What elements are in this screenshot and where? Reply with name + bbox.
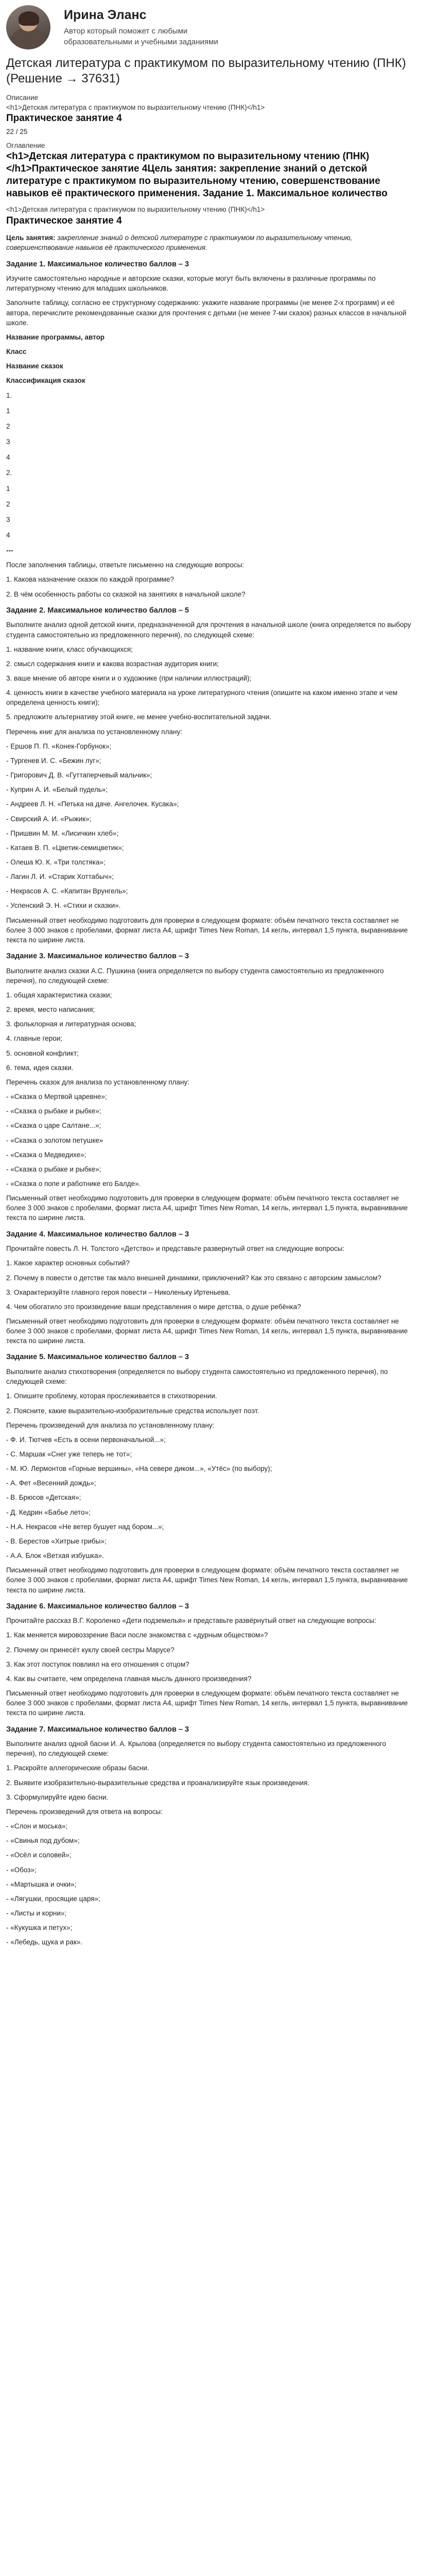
content-code-line: <h1>Детская литература с практикумом по выразительному чтению (ПНК)</h1> <box>6 206 265 214</box>
task5-heading: Задание 5. Максимальное количество баллов – 3 <box>6 1353 189 1362</box>
table-row: 2. <box>6 469 12 477</box>
list-item: 5. основной конфликт; <box>6 1049 79 1057</box>
list-item: - «Сказка о царе Салтане...»; <box>6 1122 101 1130</box>
list-item: 3. Как этот поступок повлиял на его отношения с отцом? <box>6 1660 189 1668</box>
task4-intro: Прочитайте повесть Л. Н. Толстого «Детство» и представьте развернутый ответ на следующие вопросы: <box>6 1245 345 1253</box>
task2-list-intro: Перечень книг для анализа по установленному плану: <box>6 727 182 736</box>
task1-heading: Задание 1. Максимальное количество баллов – 3 <box>6 260 189 268</box>
list-item: 2. время, место написания; <box>6 1006 95 1014</box>
list-item: - «Сказка о рыбаке и рыбке»; <box>6 1107 101 1115</box>
task3-list-intro: Перечень сказок для анализа по установленному плану: <box>6 1078 189 1086</box>
table-row: 3 <box>6 515 10 523</box>
list-item: 4. Как вы считаете, чем определена главная мысль данного произведения? <box>6 1674 252 1683</box>
list-item: 3. Охарактеризуйте главного героя повести – Николеньку Иртеньева. <box>6 1288 231 1296</box>
task1-p1: Изучите самостоятельно народные и авторские сказки, которые могут быть включены в различные программы по литературному чтению для младших школьников. <box>6 275 376 293</box>
list-item: - Куприн А. И. «Белый пудель»; <box>6 786 108 794</box>
list-item: 1. название книги, класс обучающихся; <box>6 645 133 653</box>
list-item: - «Сказка о Медведихе»; <box>6 1150 86 1159</box>
task5-list-intro: Перечень произведений для анализа по установленному плану: <box>6 1421 215 1429</box>
list-item: - Пришвин М. М. «Лисичкин хлеб»; <box>6 829 119 837</box>
list-item: - А. Фет «Весенний дождь»; <box>6 1479 96 1487</box>
goal-paragraph <box>6 233 411 252</box>
list-item: - Д. Кедрин «Бабье лето»; <box>6 1508 91 1516</box>
list-item: - Ф. И. Тютчев «Есть в осени первоначальной...»; <box>6 1435 166 1444</box>
table-row: 4 <box>6 531 10 539</box>
list-item: - Свирский А. И. «Рыжик»; <box>6 815 92 823</box>
list-item: 5. предложите альтернативу этой книге, не менее учебно-воспитательной задачи. <box>6 713 272 721</box>
list-item: - «Осёл и соловей»; <box>6 1851 72 1859</box>
table-row: 1 <box>6 484 10 493</box>
goal-label: Цель занятия: <box>6 234 56 242</box>
author-description: Автор который поможет с любыми образовательными и учебными заданиями <box>64 27 218 46</box>
list-item: - А.А. Блок «Ветхая избушка». <box>6 1552 104 1560</box>
table-row: 2 <box>6 422 10 430</box>
list-item: - «Мартышка и очки»; <box>6 1880 77 1888</box>
list-item: 2. Поясните, какие выразительно-изобразительные средства использует поэт. <box>6 1406 259 1415</box>
task6-heading: Задание 6. Максимальное количество баллов – 3 <box>6 1602 189 1611</box>
list-item: 1. Какое характер основных событий? <box>6 1259 130 1267</box>
task1-q1: 1. Какова назначение сказок по каждой программе? <box>6 575 175 584</box>
task3-intro: Выполните анализ сказки А.С. Пушкина (книга определяется по выбору студента самостоятельно из предложенного перечня), по следующей схеме: <box>6 967 384 985</box>
list-item: 4. Чем обогатило это произведение ваши представления о мире детства, о душе ребёнка? <box>6 1302 301 1311</box>
description-label: Описание <box>6 94 39 101</box>
list-item: 2. Выявите изобразительно-выразительные средства и проанализируйте язык произведения. <box>6 1778 310 1787</box>
task1-after: После заполнения таблицы, ответьте письменно на следующие вопросы: <box>6 561 245 569</box>
description-code-line: <h1>Детская литература с практикумом по выразительному чтению (ПНК)</h1> <box>6 104 265 112</box>
avatar[interactable] <box>6 5 50 49</box>
list-item: 1. Опишите проблему, которая прослеживается в стихотворении. <box>6 1392 217 1400</box>
task5-outro: Письменный ответ необходимо подготовить для проверки в следующем формате: объём печатного текста составляет не более 3 000 знаков с пробелами, формат листа А4, шрифт Times New Roman, 14 кегль, интервал 1,5 пункта, выравнивание текста по ширине листа. <box>6 1566 408 1594</box>
page-title: Детская литература с практикумом по выразительному чтению (ПНК) (Решение → 37631) <box>6 56 406 86</box>
list-item: - «Листы и корни»; <box>6 1909 67 1917</box>
task1-col-tales: Название сказок <box>6 362 63 370</box>
list-item: - М. Ю. Лермонтов «Горные вершины», «На севере диком...», «Утёс» (по выбору); <box>6 1465 272 1473</box>
list-item: 4. главные герои; <box>6 1035 63 1043</box>
task2-intro: Выполните анализ одной детской книги, предназначенной для прочтения в начальной школе (книга определяется по выбору студента самостоятельно из предложенного перечня), по следующей схеме: <box>6 621 411 639</box>
list-item: 2. Почему он принесёт куклу своей сестры Марусе? <box>6 1646 175 1654</box>
list-item: - «Сказка о попе и работнике его Балде». <box>6 1180 141 1188</box>
task1-col-classification: Классификация сказок <box>6 377 85 385</box>
task2-outro: Письменный ответ необходимо подготовить для проверки в следующем формате: объём печатного текста составляет не более 3 000 знаков с пробелами, формат листа А4, шрифт Times New Roman, 14 кегль, интервал 1,5 пункта, выравнивание текста по ширине листа. <box>6 916 408 944</box>
list-item: - Ершов П. П. «Конек-Горбунок»; <box>6 742 112 750</box>
list-item: 3. Сформулируйте идею басни. <box>6 1793 109 1801</box>
list-item: 2. Почему в повести о детстве так мало внешней динамики, приключений? Как это связано с авторским замыслом? <box>6 1274 381 1282</box>
task3-heading: Задание 3. Максимальное количество баллов – 3 <box>6 952 189 961</box>
table-row: 1 <box>6 406 10 415</box>
list-item: 1. Как меняется мировоззрение Васи после знакомства с «дурным обществом»? <box>6 1631 268 1639</box>
goal-text: закрепление знаний о детской литературе с практикумом по выразительному чтению, совершенствование навыков её практического применения. <box>6 234 353 252</box>
task6-outro: Письменный ответ необходимо подготовить для проверки в следующем формате: объём печатного текста составляет не более 3 000 знаков с пробелами, формат листа А4, шрифт Times New Roman, 14 кегль, интервал 1,5 пункта, выравнивание текста по ширине листа. <box>6 1689 408 1717</box>
task2-heading: Задание 2. Максимальное количество баллов – 5 <box>6 606 189 615</box>
list-item: - «Сказка о Мертвой царевне»; <box>6 1093 107 1101</box>
task7-intro: Выполните анализ одной басни И. А. Крылова (определяется по выбору студента самостоятельно из предложенного перечня), по следующей схеме: <box>6 1740 386 1758</box>
list-item: 6. тема, идея сказки. <box>6 1063 74 1072</box>
toc-text: <h1>Детская литература с практикумом по выразительному чтению (ПНК)</h1>Практическое занятие 4Цель занятия: закрепление знаний о детской литературе с практикумом по выразительному чтению, совершенствование навыков её практического применения. Задание 1. Максимальное количество <box>6 151 388 199</box>
list-item: - «Сказка о золотом петушке» <box>6 1136 103 1144</box>
author-info <box>64 5 249 47</box>
practice-heading: Практическое занятие 4 <box>6 113 122 124</box>
list-item: - Катаев В. П. «Цветик-семицветик»; <box>6 843 124 852</box>
task5-intro: Выполните анализ стихотворения (определяется по выбору студента самостоятельно из предложенного перечня), по следующей схеме: <box>6 1368 388 1386</box>
list-item: - Тургенев И. С. «Бежин луг»; <box>6 756 101 765</box>
list-item: 3. ваше мнение об авторе книги и о художнике (при наличии иллюстраций); <box>6 674 252 682</box>
list-item: - В. Брюсов «Детская»; <box>6 1494 81 1502</box>
list-item: - «Свинья под дубом»; <box>6 1837 80 1845</box>
author-card[interactable] <box>6 0 411 49</box>
list-item: - «Обоз»; <box>6 1866 37 1874</box>
task1-col-program: Название программы, автор <box>6 333 105 341</box>
list-item: - Успенский Э. Н. «Стихи и сказки». <box>6 902 121 910</box>
task1-p2: Заполните таблицу, согласно ее структурному содержанию: укажите название программы (не менее 2-х программ) и её автора, перечислите рекомендованные сказки для прочтения с детьми (не менее 7-ми сказок) разных классов в начальной школе. <box>6 299 407 327</box>
table-row: 4 <box>6 453 10 462</box>
list-item: 1. общая характеристика сказки; <box>6 991 112 999</box>
list-item: - Некрасов А. С. «Капитан Врунгель»; <box>6 887 128 895</box>
task4-heading: Задание 4. Максимальное количество баллов – 3 <box>6 1230 189 1239</box>
content-practice-heading: Практическое занятие 4 <box>6 215 122 226</box>
table-row: 1. <box>6 391 12 399</box>
list-item: - «Кукушка и петух»; <box>6 1924 73 1932</box>
list-item: 3. фольклорная и литературная основа; <box>6 1020 136 1028</box>
list-item: - Лагин Л. И. «Старик Хоттабыч»; <box>6 873 114 881</box>
task4-outro: Письменный ответ необходимо подготовить для проверки в следующем формате: объём печатного текста составляет не более 3 000 знаков с пробелами, формат листа А4, шрифт Times New Roman, 14 кегль, интервал 1,5 пункта, выравнивание текста по ширине листа. <box>6 1317 408 1345</box>
task7-heading: Задание 7. Максимальное количество баллов – 3 <box>6 1725 189 1734</box>
task1-q2: 2. В чём особенность работы со сказкой на занятиях в начальной школе? <box>6 590 246 598</box>
task3-outro: Письменный ответ необходимо подготовить для проверки в следующем формате: объём печатного текста составляет не более 3 000 знаков с пробелами, формат листа А4, шрифт Times New Roman, 14 кегль, интервал 1,5 пункта, выравнивание текста по ширине листа. <box>6 1194 408 1222</box>
list-item: - Н.А. Некрасов «Не ветер бушует над бором...»; <box>6 1522 164 1531</box>
list-item: 2. смысл содержания книги и какова возрастная аудитория книги; <box>6 659 219 668</box>
toc-label: Оглавление <box>6 142 45 150</box>
task1-col-class: Класс <box>6 348 27 356</box>
page-counter: 22 / 25 <box>6 128 28 136</box>
list-item: - «Слон и моська»; <box>6 1822 68 1831</box>
list-item: - «Лебедь, щука и рак». <box>6 1938 83 1946</box>
list-item: - С. Маршак «Снег уже теперь не тот»; <box>6 1450 132 1458</box>
list-item: - В. Берестов «Хитрые грибы»; <box>6 1537 107 1545</box>
table-row: 2 <box>6 500 10 508</box>
list-item: - Олеша Ю. К. «Три толстяка»; <box>6 858 106 866</box>
table-row: 3 <box>6 438 10 446</box>
author-name[interactable]: Ирина Эланс <box>64 8 147 22</box>
list-item: - Григорович Д. В. «Гуттаперчевый мальчик»; <box>6 771 152 779</box>
separator: --- <box>6 547 13 555</box>
list-item: - Андреев Л. Н. «Петька на даче. Ангелочек. Кусака»; <box>6 800 179 808</box>
task7-list-intro: Перечень произведений для ответа на вопросы: <box>6 1807 163 1816</box>
list-item: 1. Раскройте аллегорические образы басни. <box>6 1764 149 1772</box>
list-item: - «Лягушки, просящие царя»; <box>6 1894 100 1903</box>
list-item: 4. ценность книги в качестве учебного материала на уроке литературного чтения (опишите на каком именно этапе и чем определена ценность книги); <box>6 689 397 707</box>
list-item: - «Сказка о рыбаке и рыбке»; <box>6 1165 101 1173</box>
task6-intro: Прочитайте рассказ В.Г. Короленко «Дети подземелья» и представьте развёрнутый ответ на следующие вопросы: <box>6 1617 376 1625</box>
